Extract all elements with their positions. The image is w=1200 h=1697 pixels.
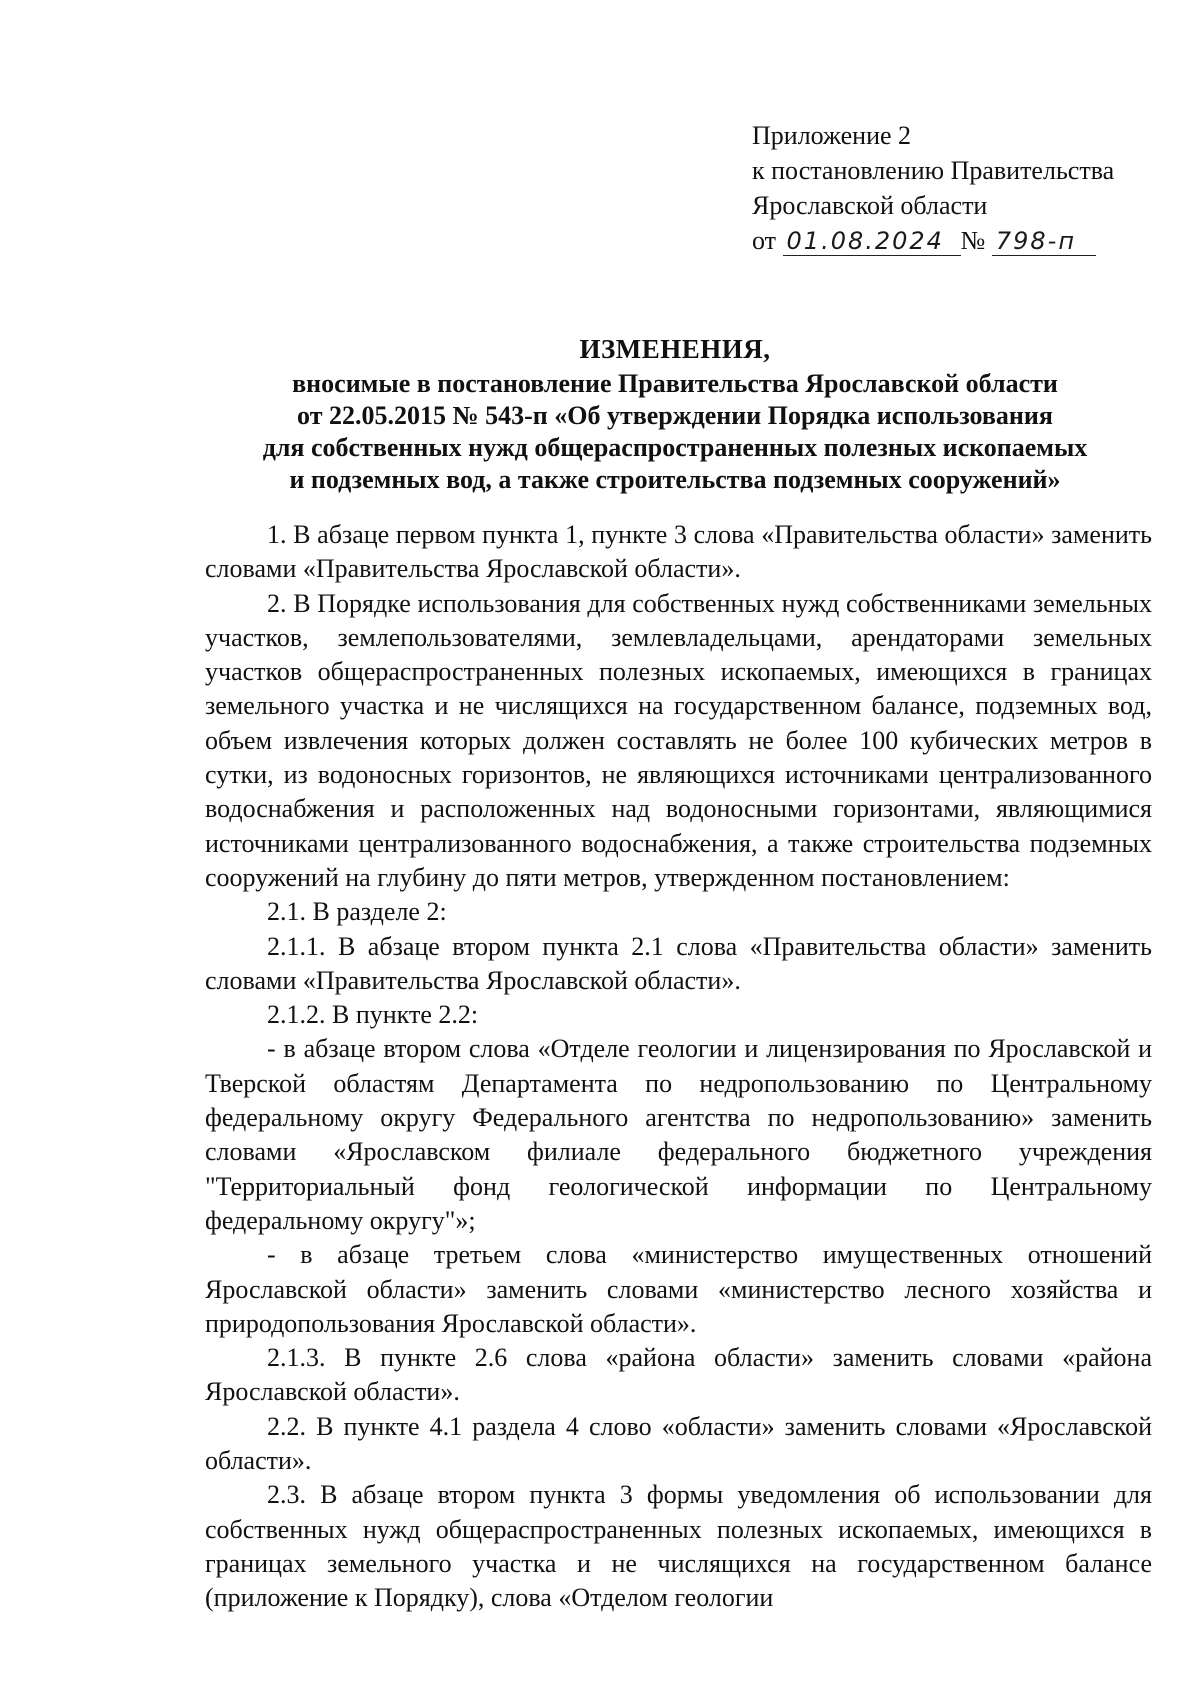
annex-line-2: к постановлению Правительства (752, 156, 1115, 185)
heading-subtitle-line-1: вносимые в постановление Правительства Ярославской области (292, 369, 1058, 398)
paragraph-2-1-2-b: - в абзаце третьем слова «министерство имущественных отношений Ярославской области» заменить словами «министерство лесного хозяйства и природопользования Ярославской области». (205, 1240, 1152, 1338)
handwritten-number: 798-п (992, 227, 1096, 256)
paragraph-2-1-1: 2.1.1. В абзаце втором пункта 2.1 слова «Правительства области» заменить словами «Правительства Ярославской области». (205, 931, 1152, 995)
paragraph-2-1-3: 2.1.3. В пункте 2.6 слова «района области» заменить словами «района Ярославской области». (205, 1343, 1152, 1407)
paragraph-2-3: 2.3. В абзаце втором пункта 3 формы уведомления об использовании для собственных нужд общераспространенных полезных ископаемых, имеющихся в границах земельного участка и не числящихся на государственном балансе (приложение к Порядку), слова «Отделом геологии (205, 1480, 1152, 1613)
heading-subtitle-line-3: для собственных нужд общераспространенных полезных ископаемых (262, 433, 1088, 462)
annex-line-3: Ярославской области (752, 191, 988, 220)
paragraph-2-2: 2.2. В пункте 4.1 раздела 4 слово «области» заменить словами «Ярославской области». (205, 1411, 1152, 1476)
annex-block (752, 118, 1172, 258)
paragraph-2: 2. В Порядке использования для собственных нужд собственниками земельных участков, землепользователями, землевладельцами, арендаторами земельных участков общераспространенных полезных ископаемых, имеющихся в границах земельного участка и не числящихся на государственном балансе, подземных вод, объем извлечения которых должен составлять не более 100 кубических метров в сутки, из водоносных горизонтов, не являющихся источниками централизованного водоснабжения и расположенных над водоносными горизонтами, являющимися источниками централизованного водоснабжения, а также строительства подземных сооружений на глубину до пяти метров, утвержденном постановлением: (205, 588, 1152, 892)
document-heading (200, 333, 1150, 496)
paragraph-2-1-2-a: - в абзаце втором слова «Отделе геологии и лицензирования по Ярославской и Тверской областям Департамента по недропользованию по Центральному федеральному округу Федерального агентства по недропользованию» заменить словами «Ярославском филиале федерального бюджетного учреждения "Территориальный фонд геологической информации по Центральному федеральному округу"»; (205, 1034, 1152, 1235)
annex-number-label: № (960, 226, 986, 255)
annex-date-number-line (752, 223, 1172, 258)
document-body (205, 518, 1152, 1616)
paragraph-1: 1. В абзаце первом пункта 1, пункте 3 слова «Правительства области» заменить словами «Правительства Ярославской области». (205, 520, 1152, 584)
heading-subtitle-line-4: и подземных вод, а также строительства подземных сооружений» (289, 465, 1061, 494)
annex-from-label: от (752, 226, 777, 255)
document-title: ИЗМЕНЕНИЯ, (579, 334, 771, 364)
paragraph-2-1: 2.1. В разделе 2: (267, 897, 447, 927)
paragraph-2-1-2: 2.1.2. В пункте 2.2: (267, 1000, 479, 1030)
handwritten-date: 01.08.2024 (783, 227, 961, 256)
annex-line-1: Приложение 2 (752, 121, 912, 150)
heading-subtitle-line-2: от 22.05.2015 № 543-п «Об утверждении Порядка использования (297, 401, 1053, 430)
